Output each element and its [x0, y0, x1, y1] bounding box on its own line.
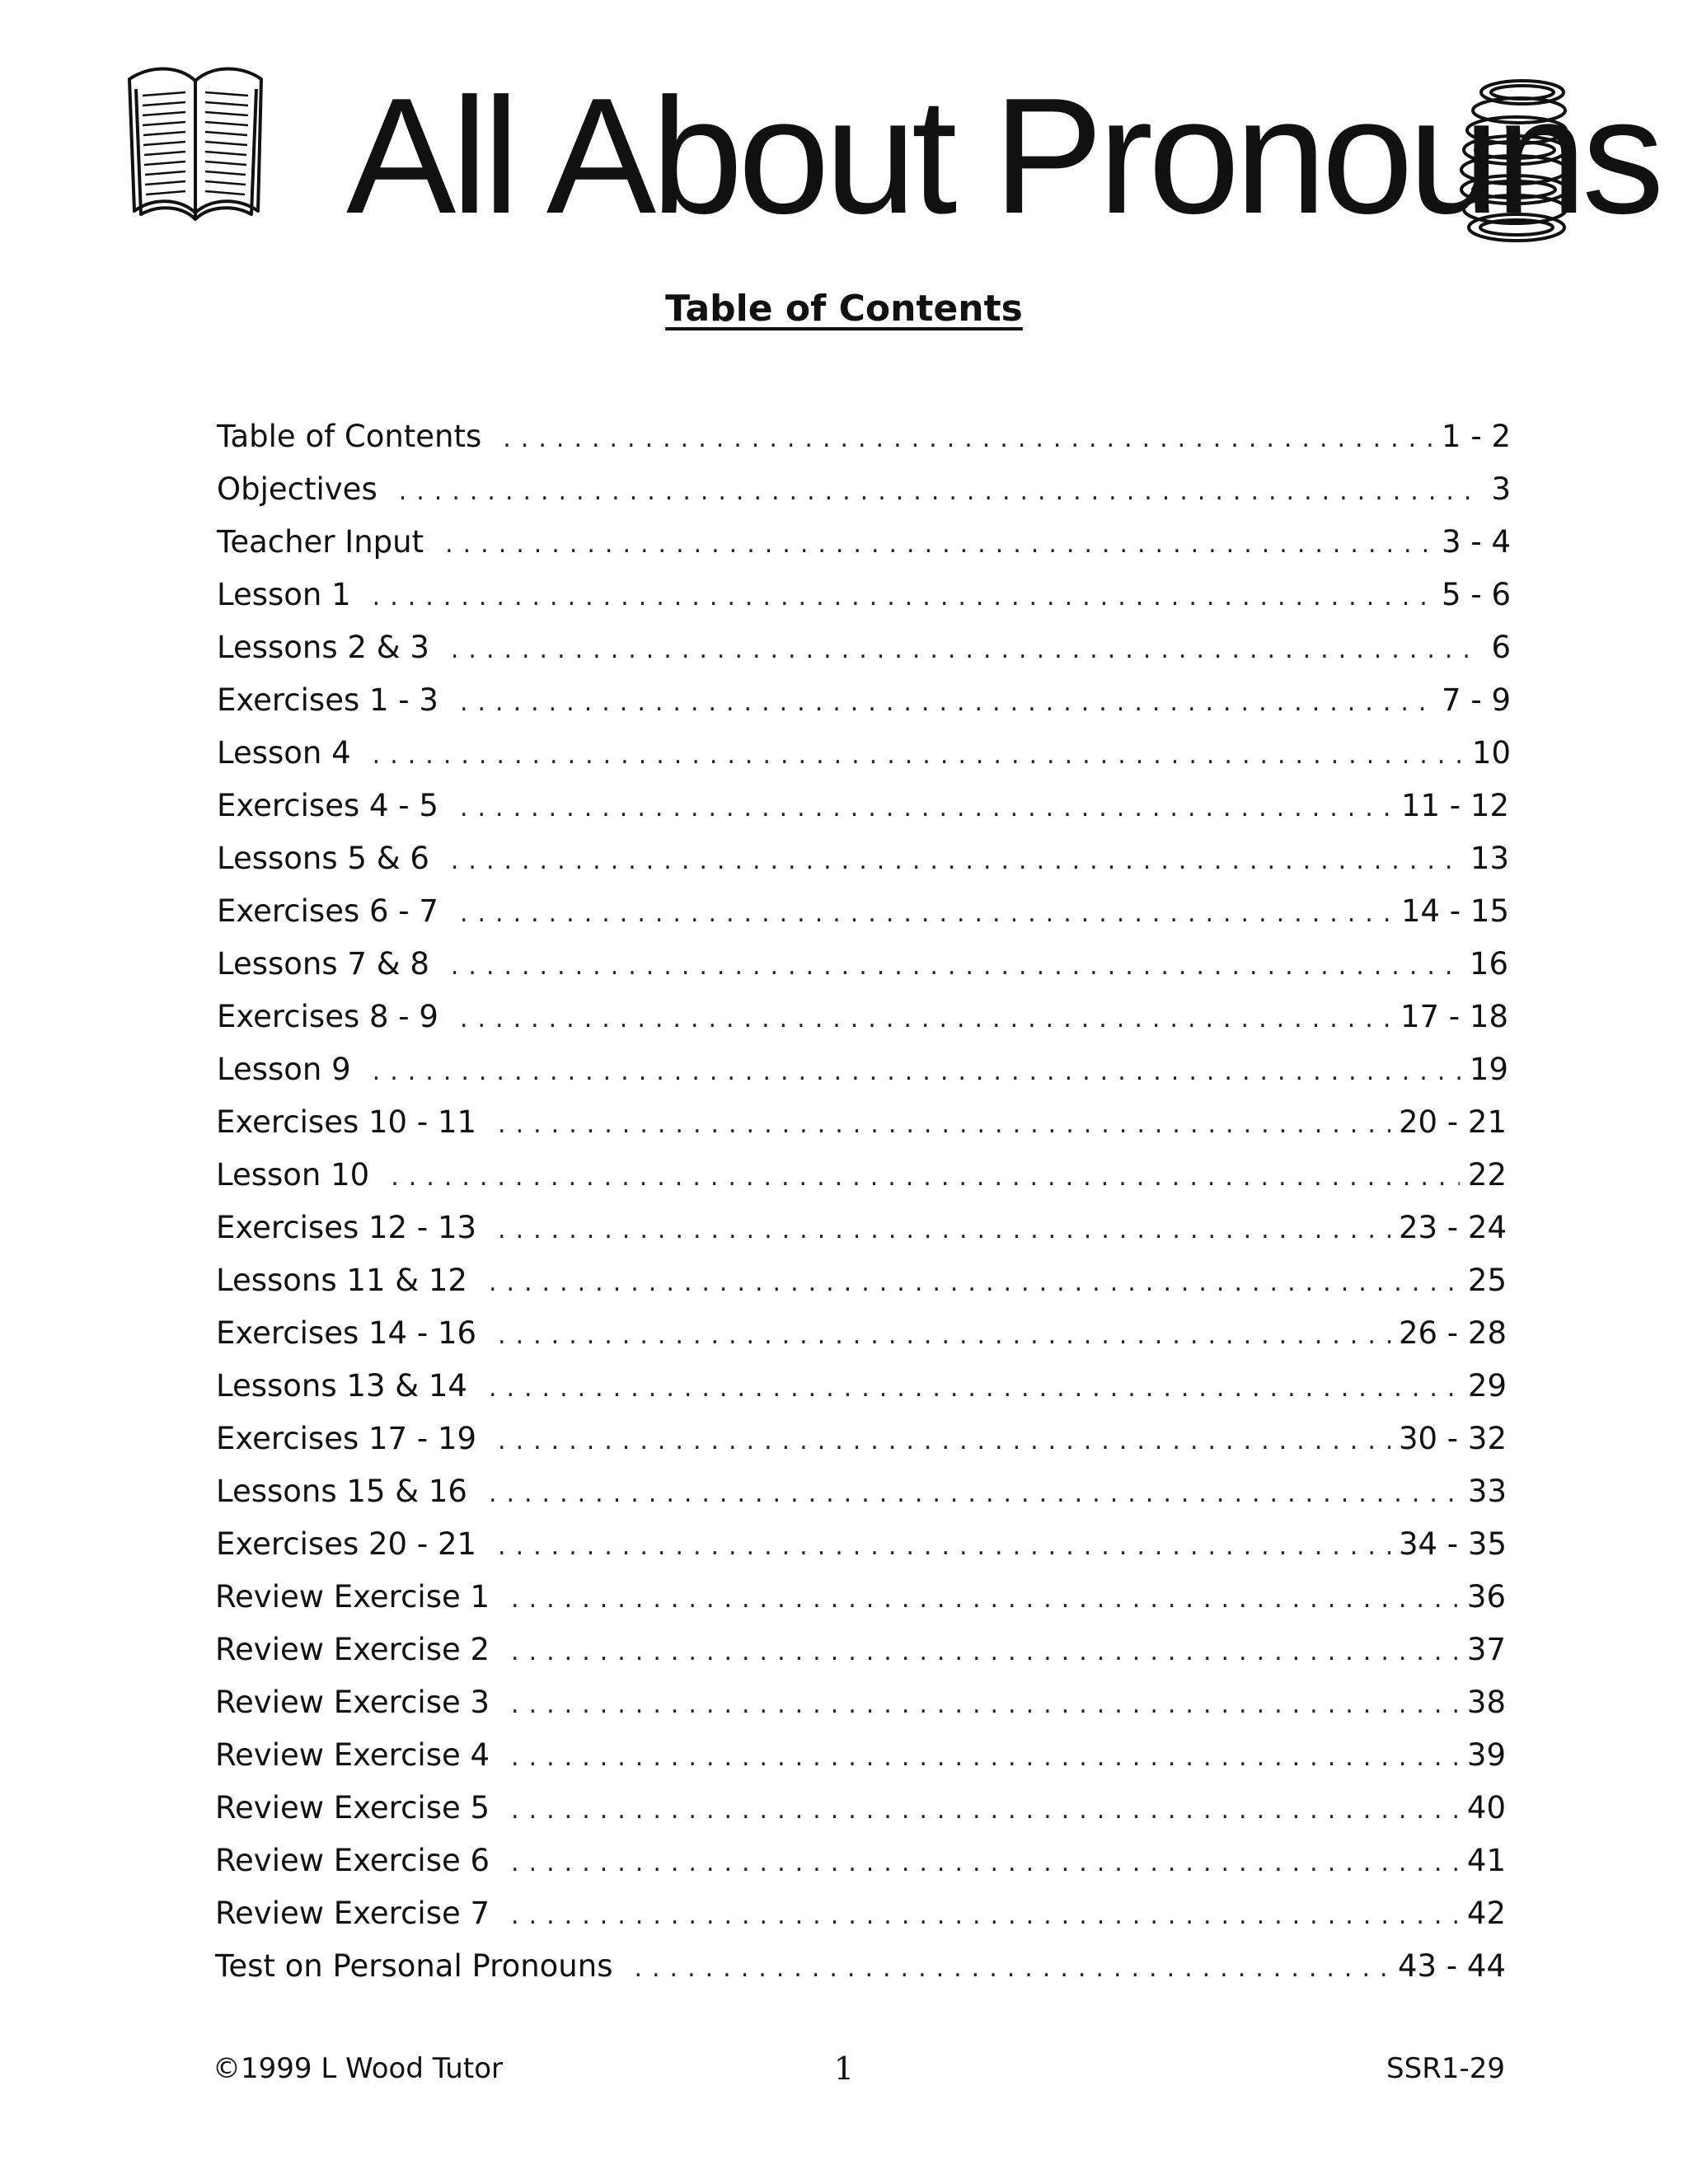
toc-item-page: 34 - 35 [1398, 1526, 1507, 1562]
toc-item [217, 992, 1508, 1042]
page-title: All About Pronouns [346, 64, 1660, 248]
toc-item [216, 1361, 1507, 1411]
toc-item-label: Review Exercise 6 [215, 1843, 490, 1878]
toc-item-page: 30 - 32 [1398, 1421, 1507, 1456]
toc-item-leader [511, 1839, 1459, 1888]
toc-item-label: Review Exercise 2 [215, 1632, 490, 1667]
toc-item-page: 29 [1467, 1368, 1507, 1404]
toc-item [215, 1889, 1506, 1938]
toc-item-label: Review Exercise 5 [215, 1790, 490, 1825]
toc-item [216, 1467, 1507, 1516]
toc-item-page: 25 [1467, 1263, 1507, 1298]
toc-item-page: 39 [1466, 1737, 1506, 1773]
toc-item [217, 676, 1511, 725]
toc-item [217, 781, 1509, 831]
footer-code: SSR1-29 [1386, 2052, 1505, 2085]
toc-item-label: Table of Contents [217, 419, 482, 454]
toc-item [216, 1256, 1507, 1305]
toc-item [215, 1836, 1506, 1886]
toc-item-page: 41 [1466, 1843, 1506, 1878]
footer-page-number: 1 [833, 2050, 855, 2087]
toc-item-leader [634, 1944, 1389, 1994]
toc-item-leader [373, 573, 1433, 622]
toc-item [217, 1045, 1508, 1094]
toc-item-leader [511, 1575, 1459, 1624]
toc-item [217, 729, 1511, 778]
toc-item-page: 22 [1467, 1157, 1507, 1193]
toc-item-leader [489, 1258, 1460, 1308]
toc-item-leader [373, 1047, 1461, 1097]
toc-heading: Table of Contents [665, 288, 1023, 330]
toc-item-label: Lessons 11 & 12 [216, 1263, 467, 1298]
toc-item-page: 11 - 12 [1400, 788, 1509, 823]
toc-item [216, 1151, 1507, 1200]
toc-item [217, 412, 1511, 462]
toc-item-label: Exercises 4 - 5 [217, 788, 438, 823]
toc-item-label: Lesson 1 [217, 577, 351, 612]
toc-item [217, 570, 1511, 620]
toc-item-page: 33 [1467, 1474, 1507, 1509]
toc-item-page: 37 [1466, 1632, 1506, 1667]
toc-item-label: Lesson 9 [217, 1052, 351, 1087]
toc-item [217, 465, 1511, 514]
toc-item-label: Lessons 13 & 14 [216, 1368, 467, 1404]
toc-item-leader [511, 1733, 1459, 1783]
toc-item-label: Review Exercise 4 [215, 1737, 490, 1773]
toc-item-leader [498, 1417, 1390, 1466]
toc-item-leader [511, 1891, 1459, 1941]
toc-item-leader [445, 520, 1433, 569]
toc-item-leader [451, 942, 1461, 991]
toc-item-page: 23 - 24 [1398, 1210, 1507, 1245]
toc-item-page: 7 - 9 [1442, 682, 1511, 718]
toc-item-label: Lessons 15 & 16 [216, 1474, 467, 1509]
toc-item [217, 623, 1511, 673]
toc-item [216, 1309, 1507, 1358]
toc-item-leader [451, 837, 1462, 886]
toc-item-label: Lessons 2 & 3 [217, 630, 429, 665]
toc-item-label: Lessons 7 & 8 [217, 946, 429, 982]
toc-item [215, 1783, 1506, 1833]
open-book-icon [120, 56, 272, 225]
toc-item-leader [511, 1680, 1459, 1730]
toc-item-page: 20 - 21 [1398, 1104, 1507, 1140]
toc-item [217, 887, 1509, 936]
toc-item-label: Exercises 20 - 21 [216, 1526, 477, 1562]
toc-item-label: Exercises 6 - 7 [217, 893, 438, 929]
toc-item-leader [511, 1786, 1459, 1835]
toc-item-label: Objectives [217, 471, 377, 507]
toc-item [215, 1625, 1506, 1675]
toc-item-page: 5 - 6 [1442, 577, 1511, 612]
footer-copyright: ©1999 L Wood Tutor [213, 2052, 503, 2085]
toc-item-leader [460, 889, 1393, 939]
toc-item [217, 940, 1508, 989]
toc-item-label: Review Exercise 3 [215, 1685, 490, 1720]
toc-item [215, 1942, 1506, 1991]
toc-item-label: Review Exercise 7 [215, 1896, 490, 1931]
toc-item-label: Exercises 12 - 13 [216, 1210, 477, 1245]
toc-item-label: Exercises 14 - 16 [216, 1315, 477, 1351]
toc-item-leader [498, 1206, 1390, 1255]
toc-item-leader [503, 415, 1433, 464]
toc-item-label: Teacher Input [217, 524, 424, 560]
toc-item-label: Lesson 4 [217, 735, 351, 771]
toc-item-page: 3 [1491, 471, 1511, 507]
toc-item-page: 3 - 4 [1442, 524, 1511, 560]
toc-item-label: Exercises 17 - 19 [216, 1421, 477, 1456]
toc-item-leader [373, 731, 1464, 780]
toc-item-leader [391, 1153, 1460, 1202]
toc-item-label: Review Exercise 1 [215, 1579, 490, 1615]
toc-item-leader [498, 1100, 1390, 1150]
toc-item-page: 17 - 18 [1400, 999, 1508, 1034]
toc-item-page: 36 [1466, 1579, 1506, 1615]
toc-item-page: 10 [1471, 735, 1511, 771]
toc-item-leader [498, 1522, 1390, 1572]
toc-item-page: 13 [1470, 841, 1509, 876]
toc-item-page: 40 [1466, 1790, 1506, 1825]
toc-item [216, 1203, 1507, 1253]
toc-item-label: Test on Personal Pronouns [215, 1948, 613, 1984]
toc-item [216, 1520, 1507, 1569]
toc-item-label: Lessons 5 & 6 [217, 841, 429, 876]
toc-item-leader [489, 1364, 1460, 1413]
toc-item [216, 1414, 1507, 1464]
toc-item-page: 16 [1469, 946, 1508, 982]
toc-item-page: 1 - 2 [1442, 419, 1511, 454]
toc-item-page: 43 - 44 [1397, 1948, 1506, 1984]
toc-item [215, 1678, 1506, 1727]
toc-item-page: 14 - 15 [1400, 893, 1509, 929]
toc-item-leader [399, 467, 1484, 517]
toc-item-leader [460, 678, 1433, 728]
toc-item [215, 1572, 1506, 1622]
toc-item-page: 38 [1466, 1685, 1506, 1720]
toc-item [215, 1731, 1506, 1780]
toc-item-page: 42 [1466, 1896, 1506, 1931]
toc-item-page: 26 - 28 [1398, 1315, 1507, 1351]
toc-item-leader [489, 1469, 1460, 1519]
toc-item [217, 518, 1511, 567]
toc-item-page: 19 [1469, 1052, 1508, 1087]
toc-item-label: Exercises 10 - 11 [216, 1104, 477, 1140]
toc-item-page: 6 [1491, 630, 1511, 665]
toc-item-leader [460, 784, 1393, 833]
toc-item-leader [498, 1311, 1390, 1361]
toc-item [217, 834, 1509, 883]
toc-item-leader [511, 1628, 1459, 1677]
toc-item-leader [460, 995, 1392, 1044]
toc-item [216, 1098, 1507, 1147]
toc-item-label: Exercises 8 - 9 [217, 999, 438, 1034]
toc-item-label: Lesson 10 [216, 1157, 370, 1193]
toc-item-label: Exercises 1 - 3 [217, 682, 438, 718]
toc-item-leader [451, 626, 1484, 675]
